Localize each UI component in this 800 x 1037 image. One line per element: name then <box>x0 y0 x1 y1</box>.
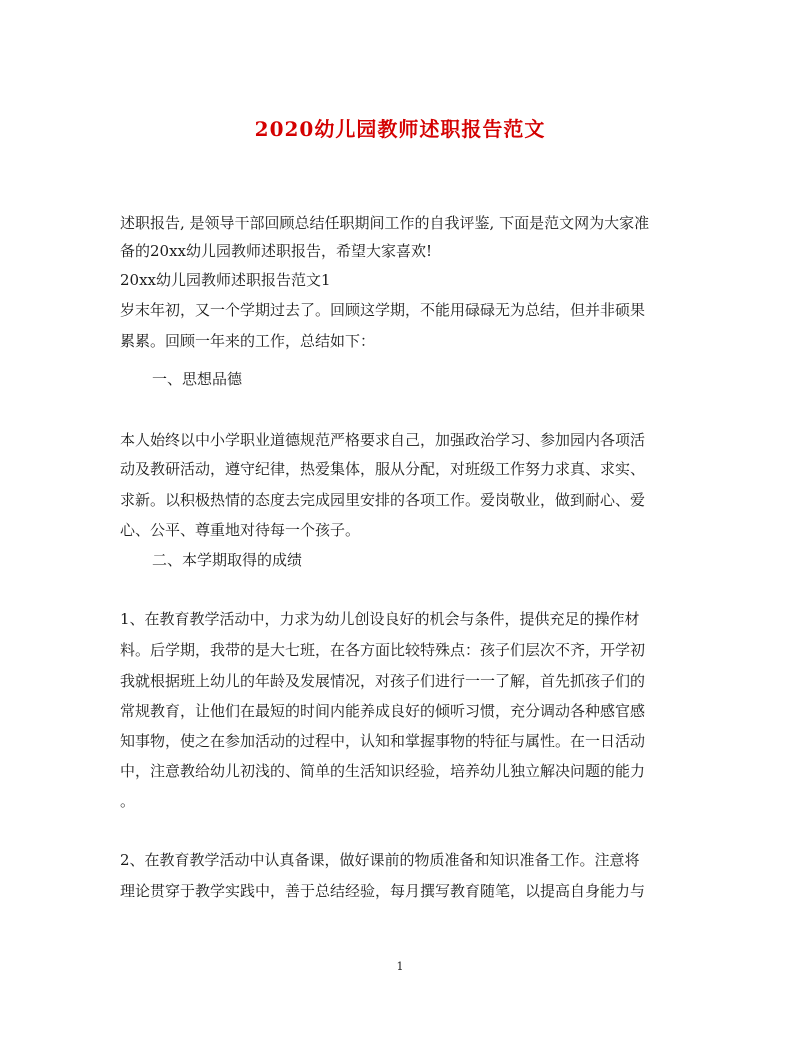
section-heading: 二、本学期取得的成绩 <box>152 551 303 569</box>
text-line: 心、公平、尊重地对待每一个孩子。 <box>120 521 361 539</box>
section-heading: 一、思想品德 <box>152 370 243 388</box>
text-line: 备的20xx幼儿园教师述职报告，希望大家喜欢! <box>120 242 433 260</box>
text-line: 动及教研活动，遵守纪律，热爱集体，服从分配，对班级工作努力求真、求实、 <box>120 460 646 478</box>
text-line: 中，注意教给幼儿初浅的、简单的生活知识经验，培养幼儿独立解决问题的能力 <box>120 762 646 780</box>
text-line: 理论贯穿于教学实践中，善于总结经验，每月撰写教育随笔，以提高自身能力与 <box>120 882 646 900</box>
text-line: 料。后学期，我带的是大七班，在各方面比较特殊点：孩子们层次不齐，开学初 <box>120 641 646 659</box>
text-line: 。 <box>120 792 136 810</box>
document-title: 2020幼儿园教师述职报告范文 <box>254 117 546 141</box>
text-line: 求新。以积极热情的态度去完成园里安排的各项工作。爱岗敬业，做到耐心、爱 <box>120 491 646 509</box>
text-line: 本人始终以中小学职业道德规范严格要求自己，加强政治学习、参加园内各项活 <box>120 431 646 449</box>
text-line: 知事物，使之在参加活动的过程中，认知和掌握事物的特征与属性。在一日活动 <box>120 732 646 750</box>
text-line: 累累。回顾一年来的工作，总结如下： <box>120 332 376 350</box>
text-line: 岁末年初，又一个学期过去了。回顾这学期，不能用碌碌无为总结，但并非硕果 <box>120 301 646 319</box>
page-number: 1 <box>396 960 404 973</box>
text-line: 述职报告, 是领导干部回顾总结任职期间工作的自我评鉴, 下面是范文网为大家准 <box>120 214 650 232</box>
text-line: 常规教育，让他们在最短的时间内能养成良好的倾听习惯，充分调动各种感官感 <box>120 702 646 720</box>
text-line: 1、在教育教学活动中，力求为幼儿创设良好的机会与条件，提供充足的操作材 <box>120 610 640 628</box>
section-heading: 20xx幼儿园教师述职报告范文1 <box>120 271 331 289</box>
text-line: 我就根据班上幼儿的年龄及发展情况，对孩子们进行一一了解，首先抓孩子们的 <box>120 672 646 690</box>
text-line: 2、在教育教学活动中认真备课，做好课前的物质准备和知识准备工作。注意将 <box>120 851 640 869</box>
